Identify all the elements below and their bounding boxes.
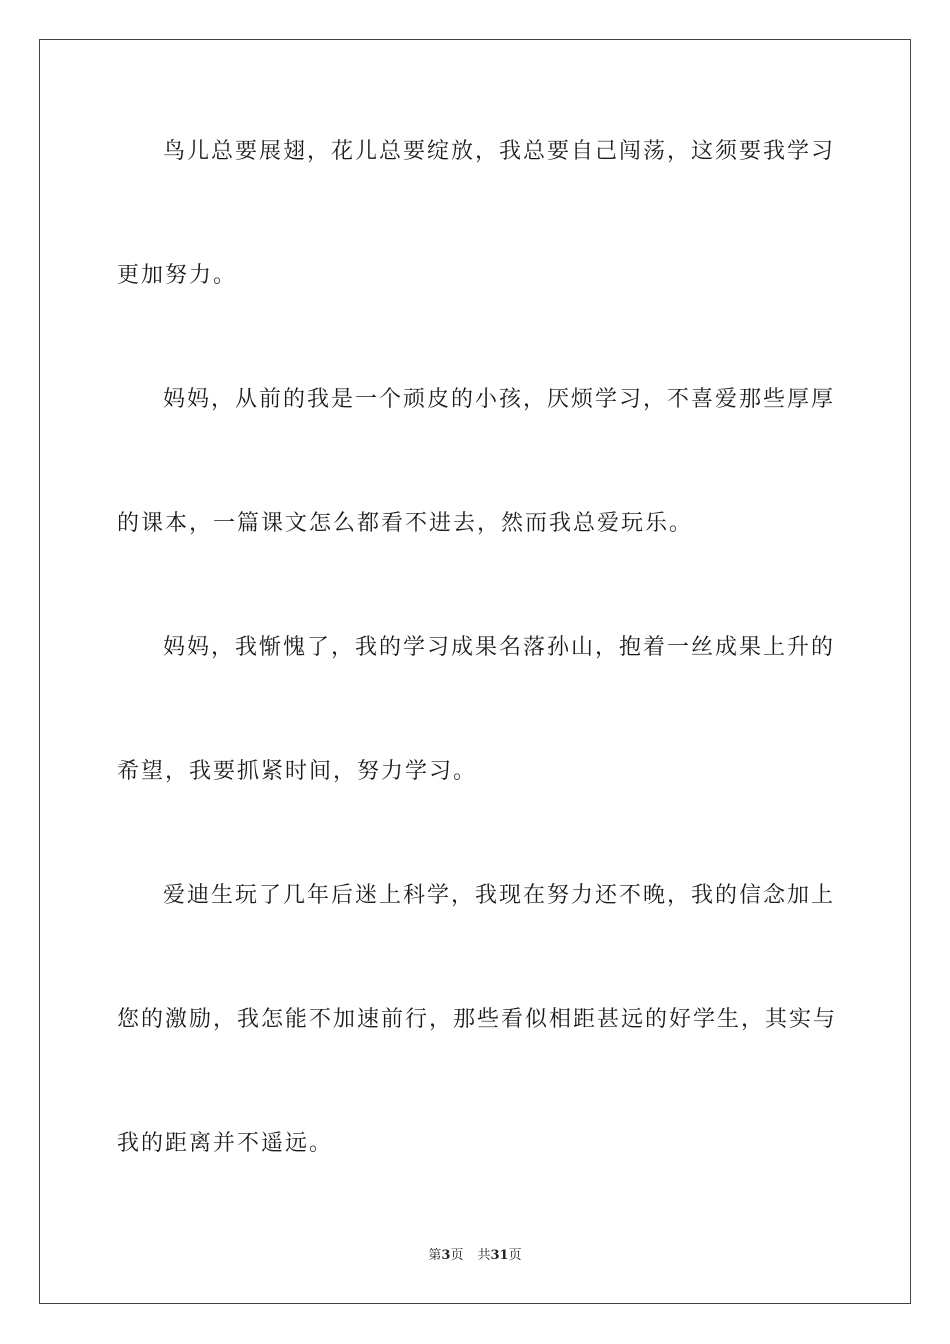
- paragraph-1-line-2: 更加努力。: [117, 263, 238, 288]
- page-prefix: 第: [428, 1248, 442, 1263]
- total-prefix: 共: [477, 1248, 491, 1263]
- page-number: 3: [441, 1248, 451, 1263]
- total-pages: 31: [490, 1248, 509, 1263]
- page-suffix: 页: [450, 1248, 464, 1263]
- paragraph-3-line-1: 妈妈，我惭愧了，我的学习成果名落孙山，抱着一丝成果上升的: [163, 635, 836, 660]
- page-footer: [0, 1247, 950, 1265]
- total-suffix: 页: [508, 1248, 522, 1263]
- page-border: [39, 39, 911, 1304]
- paragraph-4-line-2: 您的激励，我怎能不加速前行，那些看似相距甚远的好学生，其实与: [117, 1007, 838, 1032]
- paragraph-4-line-3: 我的距离并不遥远。: [117, 1131, 334, 1156]
- paragraph-4-line-1: 爱迪生玩了几年后迷上科学，我现在努力还不晚，我的信念加上: [163, 883, 836, 908]
- paragraph-1-line-1: 鸟儿总要展翅，花儿总要绽放，我总要自己闯荡，这须要我学习: [163, 139, 836, 164]
- paragraph-3-line-2: 希望，我要抓紧时间，努力学习。: [117, 759, 478, 784]
- paragraph-2-line-1: 妈妈，从前的我是一个顽皮的小孩，厌烦学习，不喜爱那些厚厚: [163, 387, 836, 412]
- paragraph-2-line-2: 的课本，一篇课文怎么都看不进去，然而我总爱玩乐。: [117, 511, 694, 536]
